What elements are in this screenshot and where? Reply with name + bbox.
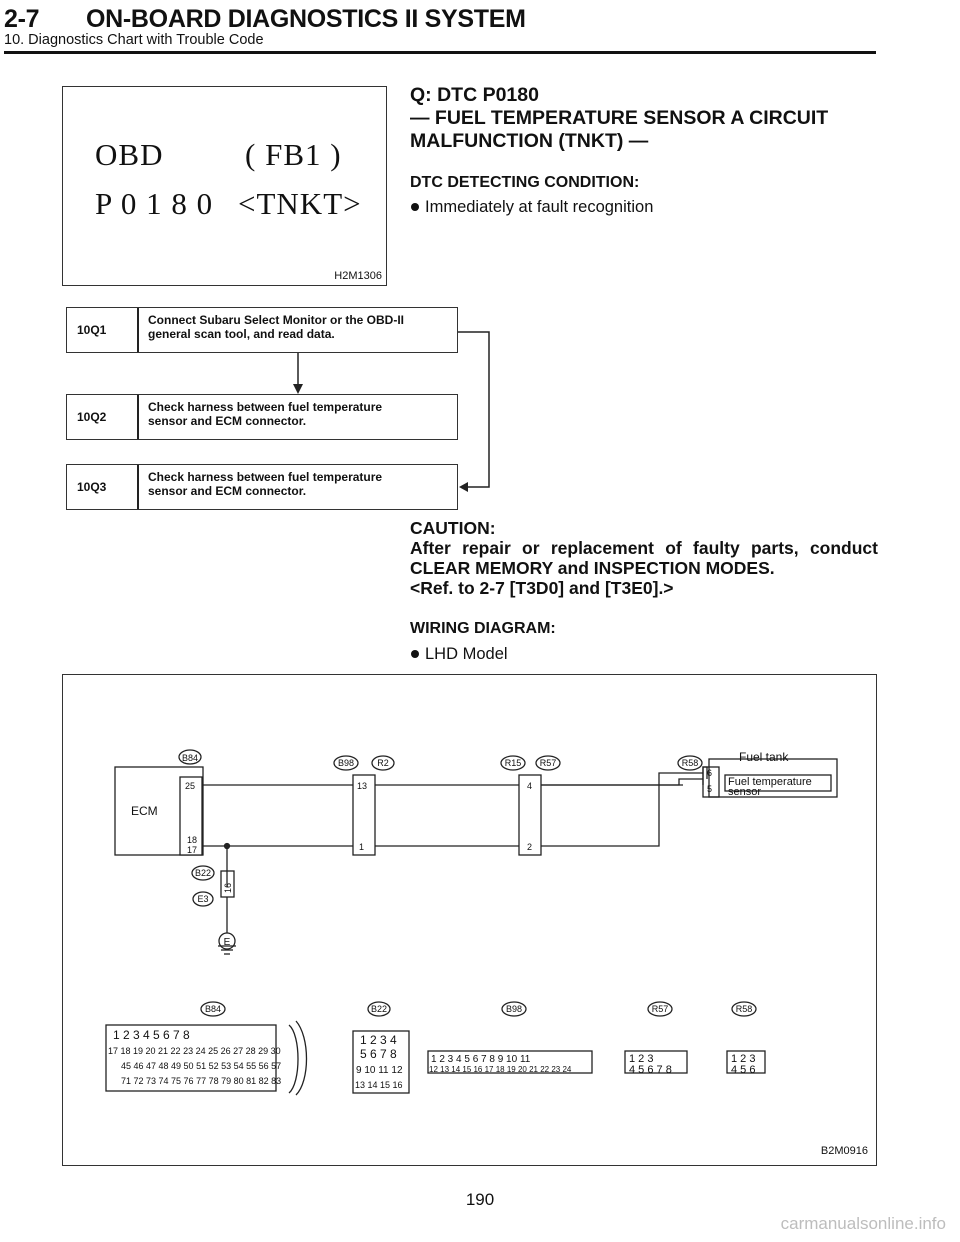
pin-label: 13 xyxy=(357,781,368,791)
r58-row1: 1 2 3 xyxy=(731,1053,756,1065)
caution-note: CAUTION: After repair or replacement of faulty parts, conduct CLEAR MEMORY and INSPECTION MODES. <Ref. to 2-7 [T3D0] and [T3E0].> xyxy=(410,518,878,598)
pin-label: 2 xyxy=(527,842,533,852)
label-r57: R57 xyxy=(539,758,557,768)
label-r15: R15 xyxy=(504,758,522,768)
figure-code: H2M1306 xyxy=(334,270,382,282)
b22-row3: 9 10 11 12 xyxy=(356,1065,403,1076)
pin-label: 18 xyxy=(187,835,198,845)
wiring-diagram-svg xyxy=(63,675,876,1165)
watermark: carmanualsonline.info xyxy=(780,1214,946,1233)
pin-label: 6 xyxy=(707,768,713,778)
ecm-label: ECM xyxy=(131,804,158,818)
dtc-title-line2: — FUEL TEMPERATURE SENSOR A CIRCUIT xyxy=(410,107,829,129)
label-e3: E3 xyxy=(197,894,209,904)
pin-label: 16 xyxy=(223,882,233,893)
label-e: E xyxy=(223,937,231,948)
pin-label: 17 xyxy=(187,845,198,855)
screen-tnkt-text: <TNKT> xyxy=(238,186,362,221)
wiring-diagram xyxy=(62,674,877,1166)
label-b98: B98 xyxy=(337,758,355,768)
b84-row3: 45 46 47 48 49 50 51 52 53 54 55 56 57 xyxy=(121,1061,282,1071)
pin-label: 5 xyxy=(707,784,713,794)
pin-label: 25 xyxy=(185,781,196,791)
fuel-tank-label: Fuel tank xyxy=(739,750,789,764)
flow-arrows xyxy=(0,0,960,520)
page-number: 190 xyxy=(465,1190,495,1209)
label-b98-face: B98 xyxy=(505,1004,523,1014)
r57-row1: 1 2 3 xyxy=(629,1053,654,1065)
screen-obd-text: OBD xyxy=(95,137,164,172)
dtc-title-line1: Q: DTC P0180 xyxy=(410,84,539,106)
label-r58-face: R58 xyxy=(735,1004,753,1014)
section-number: 2-7 xyxy=(4,5,40,33)
r57-row2: 4 5 6 7 8 xyxy=(629,1064,672,1076)
sensor-label-line1: Fuel temperature xyxy=(728,776,812,788)
step-id: 10Q2 xyxy=(67,395,139,439)
label-r58: R58 xyxy=(681,758,699,768)
step-id: 10Q3 xyxy=(67,465,139,509)
chapter-subtitle: 10. Diagnostics Chart with Trouble Code xyxy=(4,32,264,48)
b84-row4: 71 72 73 74 75 76 77 78 79 80 81 82 83 xyxy=(121,1076,282,1086)
sensor-label-line2: sensor xyxy=(728,786,762,798)
detecting-heading: DTC DETECTING CONDITION: xyxy=(410,174,640,191)
label-b22-face: B22 xyxy=(370,1004,388,1014)
screen-fb1-text: ( FB1 ) xyxy=(245,137,342,172)
screen-dtc-text: P 0 1 8 0 xyxy=(95,186,214,221)
b22-row4: 13 14 15 16 xyxy=(355,1080,403,1090)
down-arrow-icon xyxy=(293,384,303,394)
step-10q1: 10Q1 Connect Subaru Select Monitor or the OBD-II general scan tool, and read data. xyxy=(66,307,458,353)
detecting-item: Immediately at fault recognition xyxy=(411,198,653,217)
b22-row2: 5 6 7 8 xyxy=(360,1047,397,1061)
bullet-icon xyxy=(411,650,419,658)
label-b22: B22 xyxy=(194,868,212,878)
label-r2: R2 xyxy=(377,758,389,768)
r58-row2: 4 5 6 xyxy=(731,1064,756,1076)
wiring-figure-code: B2M0916 xyxy=(820,1145,868,1157)
label-b84: B84 xyxy=(181,753,199,763)
model-item: LHD Model xyxy=(411,645,508,664)
label-b84-face: B84 xyxy=(204,1004,222,1014)
step-id: 10Q1 xyxy=(67,308,139,352)
dtc-title-line3: MALFUNCTION (TNKT) — xyxy=(410,130,649,152)
b98-row2: 12 13 14 15 16 17 18 19 20 21 22 23 24 xyxy=(429,1065,572,1074)
pin-label: 1 xyxy=(359,842,365,852)
pin-label: 4 xyxy=(527,781,533,791)
left-arrow-icon xyxy=(459,482,468,492)
step-10q3: 10Q3 Check harness between fuel temperature sensor and ECM connector. xyxy=(66,464,458,510)
step-10q2: 10Q2 Check harness between fuel temperature sensor and ECM connector. xyxy=(66,394,458,440)
b98-row1: 1 2 3 4 5 6 7 8 9 10 11 xyxy=(431,1054,531,1065)
label-r57-face: R57 xyxy=(651,1004,669,1014)
b84-row1: 1 2 3 4 5 6 7 8 xyxy=(113,1028,190,1042)
wiring-heading: WIRING DIAGRAM: xyxy=(410,620,556,637)
b84-row2: 17 18 19 20 21 22 23 24 25 26 27 28 29 30 xyxy=(108,1046,281,1056)
b22-row1: 1 2 3 4 xyxy=(360,1033,397,1047)
section-title: ON-BOARD DIAGNOSTICS II SYSTEM xyxy=(86,5,526,33)
